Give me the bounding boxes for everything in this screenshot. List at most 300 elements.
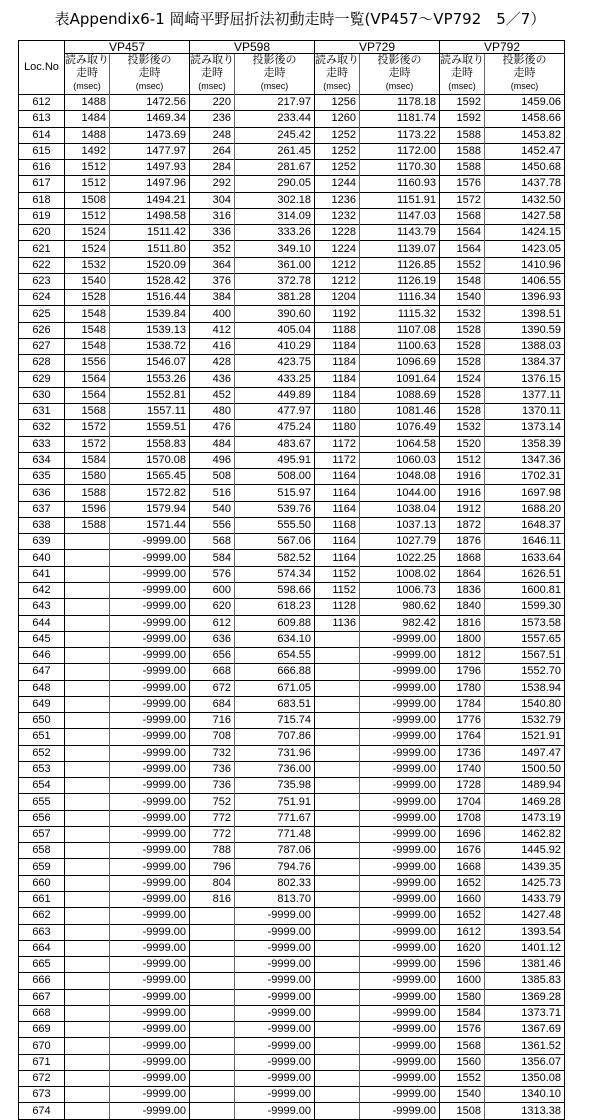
projected-time-cell: 1500.50	[485, 761, 565, 777]
read-time-cell	[65, 1070, 110, 1086]
read-time-cell: 1556	[65, 355, 110, 371]
projected-time-cell: -9999.00	[110, 778, 190, 794]
projected-time-cell: 217.97	[235, 95, 315, 111]
read-time-cell: 1164	[315, 534, 360, 550]
loc-no-cell: 635	[19, 469, 65, 485]
loc-no-cell: 653	[19, 761, 65, 777]
projected-time-cell: 372.78	[235, 273, 315, 289]
read-time-cell	[315, 810, 360, 826]
projected-time-cell: -9999.00	[110, 1022, 190, 1038]
read-time-cell	[65, 1005, 110, 1021]
projected-time-cell: -9999.00	[110, 696, 190, 712]
read-time-cell: 1872	[440, 517, 485, 533]
projected-time-cell: 1406.55	[485, 273, 565, 289]
projected-time-cell: -9999.00	[110, 713, 190, 729]
projected-time-cell: 1538.94	[485, 680, 565, 696]
read-time-cell: 1172	[315, 452, 360, 468]
projected-time-cell: 1398.51	[485, 306, 565, 322]
loc-no-cell: 630	[19, 387, 65, 403]
read-time-cell	[315, 892, 360, 908]
read-time-cell	[190, 1038, 235, 1054]
projected-time-cell: -9999.00	[360, 648, 440, 664]
loc-no-cell: 626	[19, 322, 65, 338]
projected-time-cell: 1107.08	[360, 322, 440, 338]
projected-time-cell: 477.97	[235, 404, 315, 420]
loc-no-cell: 648	[19, 680, 65, 696]
projected-time-cell: 1521.91	[485, 729, 565, 745]
projected-time-cell: -9999.00	[235, 989, 315, 1005]
projected-time-cell: -9999.00	[235, 1038, 315, 1054]
read-time-cell: 1512	[65, 160, 110, 176]
table-row	[19, 924, 565, 940]
table-body	[19, 95, 565, 1120]
read-time-cell: 1868	[440, 550, 485, 566]
projected-time-cell: 609.88	[235, 615, 315, 631]
projected-time-cell: 1571.44	[110, 517, 190, 533]
projected-time-cell: 1393.54	[485, 924, 565, 940]
read-time-cell: 1532	[440, 306, 485, 322]
read-time-cell: 1796	[440, 664, 485, 680]
read-time-cell	[65, 843, 110, 859]
read-time-cell	[315, 859, 360, 875]
projected-time-cell: 1384.37	[485, 355, 565, 371]
projected-time-cell: -9999.00	[360, 924, 440, 940]
read-time-cell: 668	[190, 664, 235, 680]
table-row	[19, 160, 565, 176]
loc-no-cell: 670	[19, 1038, 65, 1054]
projected-time-cell: -9999.00	[110, 810, 190, 826]
read-time-cell: 1528	[65, 290, 110, 306]
projected-time-cell: 1497.93	[110, 160, 190, 176]
read-time-cell: 1488	[65, 95, 110, 111]
read-time-cell	[315, 745, 360, 761]
read-time-cell: 508	[190, 469, 235, 485]
projected-time-cell: -9999.00	[110, 745, 190, 761]
read-time-cell	[65, 957, 110, 973]
projected-time-cell: 1497.96	[110, 176, 190, 192]
read-time-cell: 1212	[315, 273, 360, 289]
projected-time-cell: 1557.65	[485, 631, 565, 647]
projected-time-cell: 1516.44	[110, 290, 190, 306]
read-time-cell: 1532	[65, 257, 110, 273]
table-row	[19, 1005, 565, 1021]
projected-time-cell: 1160.93	[360, 176, 440, 192]
read-time-cell: 1548	[65, 338, 110, 354]
read-time-cell: 1592	[440, 111, 485, 127]
table-row	[19, 599, 565, 615]
projected-time-cell: -9999.00	[360, 729, 440, 745]
read-time-cell: 1568	[440, 1038, 485, 1054]
projected-time-cell: -9999.00	[110, 761, 190, 777]
projected-time-cell: -9999.00	[110, 957, 190, 973]
read-time-cell	[190, 1103, 235, 1119]
projected-time-cell: 1401.12	[485, 940, 565, 956]
read-time-cell	[65, 1022, 110, 1038]
projected-time-cell: -9999.00	[110, 940, 190, 956]
projected-time-cell: 495.91	[235, 452, 315, 468]
projected-time-cell: -9999.00	[110, 648, 190, 664]
read-time-cell: 436	[190, 371, 235, 387]
projected-time-cell: 1115.32	[360, 306, 440, 322]
projected-time-cell: 1044.00	[360, 485, 440, 501]
projected-time-cell: 281.67	[235, 160, 315, 176]
read-time-cell: 264	[190, 143, 235, 159]
projected-time-cell: 302.18	[235, 192, 315, 208]
read-time-cell: 584	[190, 550, 235, 566]
table-row	[19, 306, 565, 322]
projected-time-cell: 1358.39	[485, 436, 565, 452]
projected-time-cell: 1178.18	[360, 95, 440, 111]
projected-time-cell: -9999.00	[360, 1005, 440, 1021]
read-time-cell	[65, 729, 110, 745]
read-time-cell	[190, 940, 235, 956]
projected-time-cell: 567.06	[235, 534, 315, 550]
read-time-cell: 1548	[65, 322, 110, 338]
table-header	[19, 41, 565, 95]
projected-time-cell: 1498.58	[110, 208, 190, 224]
read-time-cell	[65, 680, 110, 696]
projected-time-cell: 1453.82	[485, 127, 565, 143]
read-time-cell: 1540	[65, 273, 110, 289]
projected-traveltime-header: 投影後の 走時 (msec)	[110, 54, 190, 95]
projected-time-cell: -9999.00	[110, 599, 190, 615]
read-time-cell: 1836	[440, 582, 485, 598]
table-row	[19, 713, 565, 729]
projected-time-cell: 1076.49	[360, 420, 440, 436]
projected-time-cell: -9999.00	[235, 1103, 315, 1119]
read-time-cell: 1576	[440, 1022, 485, 1038]
projected-time-cell: 1381.46	[485, 957, 565, 973]
read-time-cell	[65, 908, 110, 924]
table-row	[19, 127, 565, 143]
projected-time-cell: 1356.07	[485, 1054, 565, 1070]
read-time-cell: 612	[190, 615, 235, 631]
projected-time-cell: 802.33	[235, 875, 315, 891]
read-time-cell	[315, 1103, 360, 1119]
projected-time-cell: 1425.73	[485, 875, 565, 891]
table-row	[19, 631, 565, 647]
projected-time-cell: 731.96	[235, 745, 315, 761]
read-time-cell: 1180	[315, 404, 360, 420]
projected-time-cell: 1126.85	[360, 257, 440, 273]
read-time-cell: 1244	[315, 176, 360, 192]
read-time-cell: 1564	[65, 387, 110, 403]
read-time-cell: 1916	[440, 485, 485, 501]
table-row	[19, 290, 565, 306]
loc-no-cell: 673	[19, 1087, 65, 1103]
projected-time-cell: 508.00	[235, 469, 315, 485]
projected-time-cell: 1385.83	[485, 973, 565, 989]
projected-time-cell: 1181.74	[360, 111, 440, 127]
read-time-cell: 428	[190, 355, 235, 371]
projected-time-cell: -9999.00	[360, 664, 440, 680]
projected-time-cell: -9999.00	[360, 957, 440, 973]
read-time-cell	[65, 648, 110, 664]
read-time-cell: 1188	[315, 322, 360, 338]
read-time-cell: 1572	[440, 192, 485, 208]
read-time-cell: 1552	[440, 257, 485, 273]
read-time-cell: 736	[190, 778, 235, 794]
read-time-cell: 1540	[440, 290, 485, 306]
projected-time-cell: 1473.69	[110, 127, 190, 143]
loc-no-cell: 632	[19, 420, 65, 436]
projected-time-cell: 634.10	[235, 631, 315, 647]
read-time-cell: 1580	[65, 469, 110, 485]
read-time-cell	[65, 696, 110, 712]
read-time-cell: 400	[190, 306, 235, 322]
table-row	[19, 420, 565, 436]
read-time-cell: 1564	[65, 371, 110, 387]
projected-time-cell: 1048.08	[360, 469, 440, 485]
projected-time-cell: -9999.00	[235, 908, 315, 924]
projected-time-cell: -9999.00	[110, 664, 190, 680]
read-time-cell: 1728	[440, 778, 485, 794]
projected-time-cell: 654.55	[235, 648, 315, 664]
read-time-cell: 1776	[440, 713, 485, 729]
read-time-cell: 1564	[440, 241, 485, 257]
projected-time-cell: 1573.58	[485, 615, 565, 631]
projected-time-cell: 787.06	[235, 843, 315, 859]
projected-time-cell: 1497.47	[485, 745, 565, 761]
read-time-cell: 1528	[440, 404, 485, 420]
projected-time-cell: -9999.00	[360, 989, 440, 1005]
projected-time-cell: 1373.14	[485, 420, 565, 436]
projected-time-cell: 290.05	[235, 176, 315, 192]
projected-time-cell: -9999.00	[110, 924, 190, 940]
read-time-cell	[65, 989, 110, 1005]
projected-time-cell: 1172.00	[360, 143, 440, 159]
projected-time-cell: 1600.81	[485, 582, 565, 598]
projected-time-cell: -9999.00	[360, 973, 440, 989]
projected-time-cell: 582.52	[235, 550, 315, 566]
loc-no-cell: 642	[19, 582, 65, 598]
projected-time-cell: 1369.28	[485, 989, 565, 1005]
read-time-cell: 1912	[440, 501, 485, 517]
table-row	[19, 1054, 565, 1070]
loc-no-cell: 651	[19, 729, 65, 745]
projected-time-cell: 1340.10	[485, 1087, 565, 1103]
projected-time-cell: 1626.51	[485, 566, 565, 582]
table-row	[19, 241, 565, 257]
loc-no-cell: 615	[19, 143, 65, 159]
loc-no-header: Loc.No	[19, 41, 65, 95]
projected-time-cell: 1558.83	[110, 436, 190, 452]
read-time-cell: 1800	[440, 631, 485, 647]
read-time-cell: 1540	[440, 1087, 485, 1103]
projected-traveltime-header: 投影後の 走時 (msec)	[485, 54, 565, 95]
read-time-cell: 1492	[65, 143, 110, 159]
loc-no-cell: 666	[19, 973, 65, 989]
table-row	[19, 485, 565, 501]
read-time-cell: 1548	[65, 306, 110, 322]
read-time-cell: 708	[190, 729, 235, 745]
table-row	[19, 892, 565, 908]
projected-time-cell: 736.00	[235, 761, 315, 777]
read-time-cell	[315, 631, 360, 647]
projected-time-cell: -9999.00	[110, 615, 190, 631]
read-time-cell	[315, 1038, 360, 1054]
read-time-cell	[65, 534, 110, 550]
read-time-cell: 284	[190, 160, 235, 176]
read-time-cell	[315, 729, 360, 745]
read-time-cell	[315, 973, 360, 989]
projected-time-cell: 1511.80	[110, 241, 190, 257]
projected-time-cell: -9999.00	[360, 1022, 440, 1038]
table-row	[19, 1022, 565, 1038]
read-traveltime-header: 読み取り 走時 (msec)	[315, 54, 360, 95]
loc-no-cell: 640	[19, 550, 65, 566]
projected-time-cell: 1633.64	[485, 550, 565, 566]
read-time-cell: 788	[190, 843, 235, 859]
loc-no-cell: 655	[19, 794, 65, 810]
loc-no-cell: 620	[19, 225, 65, 241]
read-time-cell: 384	[190, 290, 235, 306]
read-time-cell	[315, 957, 360, 973]
loc-no-cell: 644	[19, 615, 65, 631]
projected-time-cell: 1116.34	[360, 290, 440, 306]
read-time-cell: 352	[190, 241, 235, 257]
table-row	[19, 501, 565, 517]
projected-time-cell: -9999.00	[360, 794, 440, 810]
read-time-cell: 1152	[315, 566, 360, 582]
projected-time-cell: 1546.07	[110, 355, 190, 371]
projected-time-cell: 794.76	[235, 859, 315, 875]
projected-time-cell: -9999.00	[110, 680, 190, 696]
read-time-cell: 1524	[65, 241, 110, 257]
read-time-cell: 1164	[315, 550, 360, 566]
projected-time-cell: -9999.00	[110, 729, 190, 745]
projected-time-cell: 1552.81	[110, 387, 190, 403]
read-time-cell	[65, 778, 110, 794]
read-time-cell	[65, 875, 110, 891]
table-row	[19, 729, 565, 745]
read-time-cell: 452	[190, 387, 235, 403]
projected-time-cell: -9999.00	[360, 940, 440, 956]
read-time-cell: 1736	[440, 745, 485, 761]
projected-time-cell: 423.75	[235, 355, 315, 371]
read-time-cell: 1164	[315, 469, 360, 485]
projected-time-cell: -9999.00	[110, 1087, 190, 1103]
read-time-cell: 1780	[440, 680, 485, 696]
read-time-cell	[315, 664, 360, 680]
projected-time-cell: 1472.56	[110, 95, 190, 111]
projected-time-cell: 1489.94	[485, 778, 565, 794]
read-time-cell	[190, 924, 235, 940]
projected-time-cell: -9999.00	[110, 631, 190, 647]
read-time-cell	[65, 1087, 110, 1103]
header-row-groups	[19, 41, 565, 54]
loc-no-cell: 658	[19, 843, 65, 859]
read-time-cell: 1588	[65, 517, 110, 533]
read-time-cell	[315, 696, 360, 712]
loc-no-cell: 638	[19, 517, 65, 533]
projected-time-cell: -9999.00	[360, 1087, 440, 1103]
read-time-cell	[315, 940, 360, 956]
projected-time-cell: 515.97	[235, 485, 315, 501]
projected-time-cell: 598.66	[235, 582, 315, 598]
projected-time-cell: 483.67	[235, 436, 315, 452]
loc-no-cell: 619	[19, 208, 65, 224]
read-time-cell: 1252	[315, 160, 360, 176]
projected-time-cell: 475.24	[235, 420, 315, 436]
projected-time-cell: 405.04	[235, 322, 315, 338]
projected-time-cell: 1579.94	[110, 501, 190, 517]
loc-no-cell: 664	[19, 940, 65, 956]
traveltime-table	[18, 40, 565, 1120]
loc-no-cell: 652	[19, 745, 65, 761]
read-time-cell	[190, 1022, 235, 1038]
read-time-cell: 1512	[440, 452, 485, 468]
projected-time-cell: 1006.73	[360, 582, 440, 598]
table-row	[19, 778, 565, 794]
read-time-cell: 1512	[65, 208, 110, 224]
loc-no-cell: 621	[19, 241, 65, 257]
projected-time-cell: 1367.69	[485, 1022, 565, 1038]
read-time-cell: 1528	[440, 387, 485, 403]
read-time-cell	[190, 957, 235, 973]
loc-no-cell: 624	[19, 290, 65, 306]
projected-time-cell: 1439.35	[485, 859, 565, 875]
read-time-cell: 1816	[440, 615, 485, 631]
table-row	[19, 794, 565, 810]
projected-time-cell: 683.51	[235, 696, 315, 712]
projected-time-cell: -9999.00	[360, 843, 440, 859]
table-row	[19, 696, 565, 712]
vp-group-header: VP792	[440, 41, 565, 54]
read-time-cell: 1552	[440, 1070, 485, 1086]
projected-time-cell: 1424.15	[485, 225, 565, 241]
projected-time-cell: 261.45	[235, 143, 315, 159]
table-row	[19, 582, 565, 598]
projected-time-cell: 1459.06	[485, 95, 565, 111]
projected-time-cell: -9999.00	[235, 1070, 315, 1086]
loc-no-cell: 667	[19, 989, 65, 1005]
projected-time-cell: -9999.00	[110, 550, 190, 566]
read-time-cell	[315, 1070, 360, 1086]
read-time-cell: 1708	[440, 810, 485, 826]
read-time-cell	[315, 843, 360, 859]
table-row	[19, 192, 565, 208]
read-time-cell	[315, 826, 360, 842]
projected-time-cell: 1143.79	[360, 225, 440, 241]
projected-time-cell: 1565.45	[110, 469, 190, 485]
projected-time-cell: 1520.09	[110, 257, 190, 273]
table-row	[19, 615, 565, 631]
read-time-cell: 1568	[65, 404, 110, 420]
table-row	[19, 859, 565, 875]
read-time-cell	[65, 550, 110, 566]
table-row	[19, 225, 565, 241]
loc-no-cell: 627	[19, 338, 65, 354]
read-time-cell: 1256	[315, 95, 360, 111]
projected-time-cell: -9999.00	[235, 957, 315, 973]
read-time-cell: 236	[190, 111, 235, 127]
projected-time-cell: 1445.92	[485, 843, 565, 859]
read-time-cell: 416	[190, 338, 235, 354]
projected-time-cell: 618.23	[235, 599, 315, 615]
projected-traveltime-header: 投影後の 走時 (msec)	[360, 54, 440, 95]
table-row	[19, 843, 565, 859]
table-row	[19, 1070, 565, 1086]
loc-no-cell: 614	[19, 127, 65, 143]
projected-time-cell: -9999.00	[360, 680, 440, 696]
projected-time-cell: -9999.00	[360, 810, 440, 826]
read-time-cell: 292	[190, 176, 235, 192]
projected-time-cell: 539.76	[235, 501, 315, 517]
read-time-cell: 672	[190, 680, 235, 696]
read-time-cell: 1876	[440, 534, 485, 550]
read-time-cell	[65, 826, 110, 842]
